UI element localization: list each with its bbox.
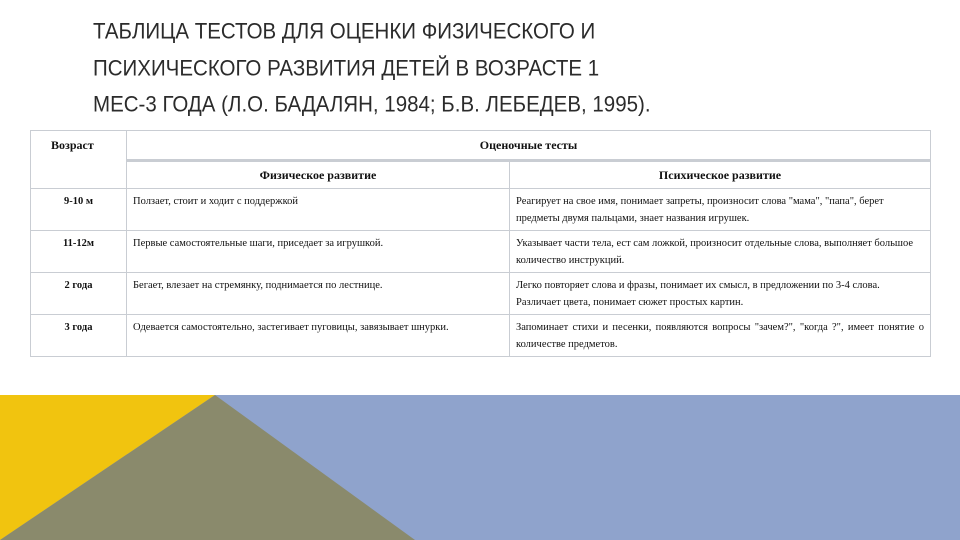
cell-physical: Первые самостоятельные шаги, приседает за игрушкой. bbox=[127, 231, 510, 273]
cell-age: 2 года bbox=[31, 273, 127, 315]
cell-age: 9-10 м bbox=[31, 189, 127, 231]
cell-age: 3 года bbox=[31, 315, 127, 357]
title-line-3: МЕС-3 ГОДА (Л.О. БАДАЛЯН, 1984; Б.В. ЛЕБЕДЕВ, 1995). bbox=[93, 92, 651, 117]
title-line-1: ТАБЛИЦА ТЕСТОВ ДЛЯ ОЦЕНКИ ФИЗИЧЕСКОГО И bbox=[93, 19, 596, 44]
decorative-footer-shapes bbox=[0, 395, 960, 540]
cell-physical: Бегает, влезает на стремянку, поднимается по лестнице. bbox=[127, 273, 510, 315]
cell-age: 11-12м bbox=[31, 231, 127, 273]
cell-mental: Реагирует на свое имя, понимает запреты, произносит слова "мама", "папа", берет предметы двумя пальцами, знает названия игрушек. bbox=[510, 189, 931, 231]
header-physical: Физическое развитие bbox=[127, 161, 510, 189]
assessment-table-container bbox=[30, 130, 930, 357]
table-row bbox=[31, 273, 931, 315]
header-tests: Оценочные тесты bbox=[127, 131, 931, 161]
table-row bbox=[31, 189, 931, 231]
header-age: Возраст bbox=[31, 131, 127, 189]
header-mental: Психическое развитие bbox=[510, 161, 931, 189]
slide-title bbox=[93, 14, 893, 124]
cell-mental: Указывает части тела, ест сам ложкой, произносит отдельные слова, выполняет большое количество инструкций. bbox=[510, 231, 931, 273]
assessment-table bbox=[30, 130, 931, 357]
table-subheader-row bbox=[31, 161, 931, 189]
table-row bbox=[31, 315, 931, 357]
table-header-row bbox=[31, 131, 931, 161]
cell-physical: Ползает, стоит и ходит с поддержкой bbox=[127, 189, 510, 231]
cell-mental: Запоминает стихи и песенки, появляются вопросы "зачем?", "когда ?", имеет понятие о количестве предметов. bbox=[510, 315, 931, 357]
cell-mental: Легко повторяет слова и фразы, понимает их смысл, в предложении по 3-4 слова. Различает цвета, понимает сюжет простых картин. bbox=[510, 273, 931, 315]
cell-physical: Одевается самостоятельно, застегивает пуговицы, завязывает шнурки. bbox=[127, 315, 510, 357]
table-row bbox=[31, 231, 931, 273]
title-line-2: ПСИХИЧЕСКОГО РАЗВИТИЯ ДЕТЕЙ В ВОЗРАСТЕ 1 bbox=[93, 55, 600, 81]
